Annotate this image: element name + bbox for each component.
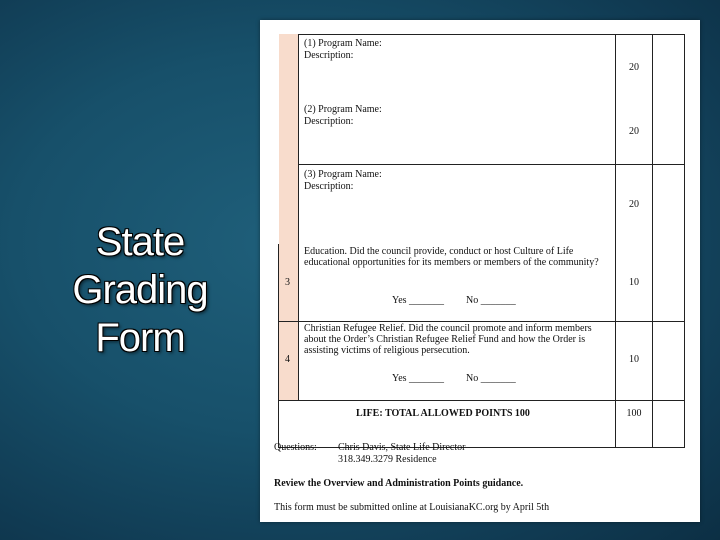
- item-3-points: 10: [629, 277, 639, 288]
- review-note: Review the Overview and Administration Points guidance.: [274, 478, 524, 489]
- divider: [278, 244, 279, 448]
- total-label: LIFE: TOTAL ALLOWED POINTS 100: [356, 408, 530, 419]
- program-2-points: 20: [629, 126, 639, 137]
- submit-note: This form must be submitted online at LouisianaKC.org by April 5th: [274, 502, 550, 513]
- divider: [298, 34, 299, 400]
- questions-label: Questions:: [274, 442, 317, 453]
- item-4-points: 10: [629, 354, 639, 365]
- item-4-yes: Yes _______: [392, 373, 445, 384]
- slide-title: [40, 218, 240, 362]
- program-3-description-label: Description:: [304, 181, 354, 192]
- divider: [684, 34, 685, 448]
- item-4-text: Christian Refugee Relief. Did the council promote and inform members about the Order’s Christian Refugee Relief Fund and how the Order is assisting victims of religious persecution.: [304, 323, 592, 356]
- grading-form-document: [260, 20, 700, 522]
- total-points: 100: [626, 408, 642, 419]
- program-2-description-label: Description:: [304, 116, 354, 127]
- program-1-points: 20: [629, 62, 639, 73]
- number-column-shading: [279, 34, 298, 400]
- item-3-yes: Yes _______: [392, 295, 445, 306]
- program-1-name-label: (1) Program Name:: [304, 38, 382, 49]
- contact-name: Chris Davis, State Life Director: [338, 442, 466, 453]
- slide-title-line: Grading: [72, 268, 208, 312]
- divider: [278, 400, 685, 401]
- form-table: [278, 34, 685, 448]
- divider: [298, 34, 685, 35]
- divider: [615, 34, 616, 448]
- slide-title-line: Form: [95, 316, 185, 360]
- program-1-description-label: Description:: [304, 50, 354, 61]
- item-4-number: 4: [285, 354, 290, 365]
- item-3-no: No _______: [466, 295, 516, 306]
- slide-title-line: State: [95, 220, 185, 264]
- divider: [278, 321, 685, 322]
- item-3-text: Education. Did the council provide, conduct or host Culture of Life educational opportunities for its members or members of the community?: [304, 246, 599, 268]
- program-3-name-label: (3) Program Name:: [304, 169, 382, 180]
- item-3-number: 3: [285, 277, 290, 288]
- divider: [652, 34, 653, 448]
- program-2-name-label: (2) Program Name:: [304, 104, 382, 115]
- divider: [298, 164, 685, 165]
- program-3-points: 20: [629, 199, 639, 210]
- contact-phone: 318.349.3279 Residence: [338, 454, 437, 465]
- item-4-no: No _______: [466, 373, 516, 384]
